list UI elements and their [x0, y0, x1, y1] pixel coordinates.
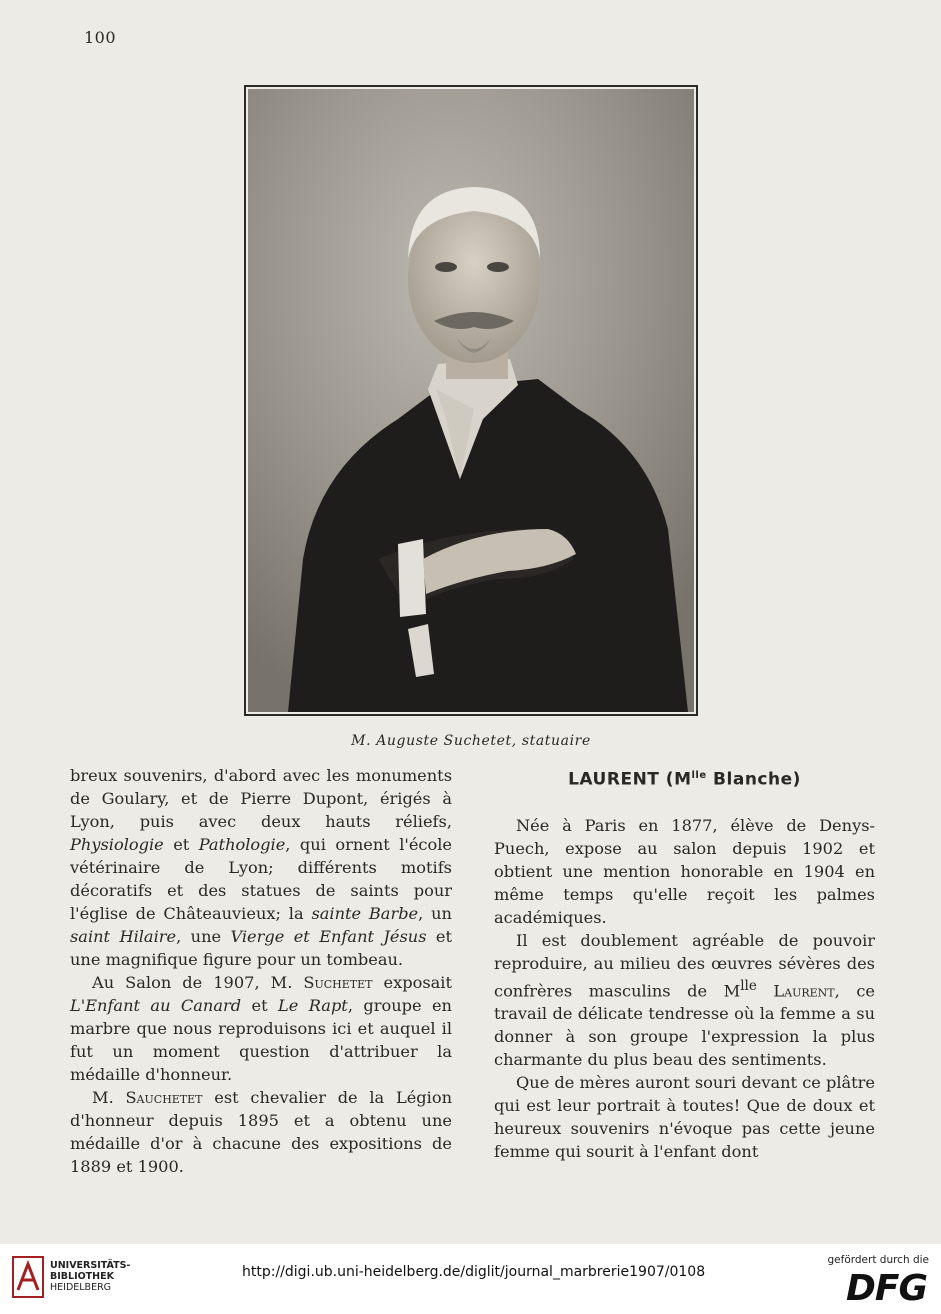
- left-paragraph-3: [70, 1086, 452, 1178]
- heading-superscript: lle: [691, 770, 707, 781]
- italic-title: Vierge et Enfant Jésus: [230, 927, 427, 946]
- text-run: et une magnifique figure pour un tombeau.: [70, 927, 452, 969]
- right-column: [494, 764, 875, 1163]
- uni-line-1: UNIVERSITÄTS-: [50, 1260, 131, 1271]
- superscript: lle: [740, 977, 757, 994]
- uni-line-3: HEIDELBERG: [50, 1282, 112, 1293]
- italic-title: Le Rapt: [278, 996, 348, 1015]
- text-run: breux souvenirs, d'abord avec les monuments de Goulary, et de Pierre Dupont, érigés à Lyon, puis avec deux hauts réliefs,: [70, 766, 452, 831]
- portrait-photo: [244, 85, 698, 716]
- portrait-image: [248, 89, 694, 712]
- university-name: [50, 1260, 130, 1293]
- text-run: et: [163, 835, 199, 854]
- page-number: 100: [84, 28, 117, 47]
- portrait-illustration: [248, 89, 694, 712]
- italic-title: L'Enfant au Canard: [70, 996, 242, 1015]
- text-run: , ce travail de délicate tendresse où la femme a su donner à son groupe l'expression la plus charmante du plus beau des sentiments.: [494, 981, 875, 1070]
- right-paragraph-3: Que de mères auront souri devant ce plâtre qui est leur portrait à toutes! Que de doux et heureux souvenirs n'évoque pas cette jeune femme qui sourit à l'enfant dont: [494, 1073, 876, 1162]
- text-run: et: [241, 996, 278, 1015]
- italic-title: Physiologie: [70, 835, 164, 854]
- text-run: , qui ornent l'école vétérinaire de Lyon; différents motifs décoratifs et des statues de saints pour l'église de Châteauvieux; la: [70, 835, 452, 923]
- italic-title: Pathologie: [198, 835, 286, 854]
- text-run: , un: [418, 904, 452, 923]
- text-run: M.: [92, 1088, 126, 1107]
- italic-title: saint Hilaire: [70, 927, 177, 946]
- photo-caption: M. Auguste Suchetet, statuaire: [351, 733, 591, 749]
- text-run: , une: [176, 927, 231, 946]
- section-heading: [494, 764, 875, 792]
- right-paragraph-1: Née à Paris en 1877, élève de Denys-Puech, expose au salon depuis 1902 et obtient une mention honorable en 1904 en même temps qu'elle reçoit les palmes académiques.: [494, 815, 875, 927]
- dfg-logo[interactable]: DFG: [845, 1268, 927, 1309]
- university-logo-icon[interactable]: [12, 1256, 44, 1302]
- uni-line-2: BIBLIOTHEK: [50, 1271, 114, 1282]
- text-run: est chevalier de la Légion d'honneur depuis 1895 et a obtenu une médaille d'or à chacune des expositions de 1889 et 1900.: [70, 1088, 452, 1176]
- left-column: [70, 764, 452, 1178]
- heading-text: Blanche): [706, 769, 801, 790]
- left-paragraph-1: [70, 764, 452, 971]
- text-run: , groupe en marbre que nous reproduisons ici et auquel il fut un moment question d'attribuer la médaille d'honneur.: [70, 996, 452, 1084]
- right-paragraph-2: [494, 929, 875, 1071]
- smallcaps-name: Sauchetet: [125, 1088, 203, 1107]
- left-paragraph-2: [70, 971, 452, 1086]
- funder-label: gefördert durch die: [827, 1254, 929, 1266]
- permalink-url[interactable]: http://digi.ub.uni-heidelberg.de/diglit/journal_marbrerie1907/0108: [242, 1264, 706, 1280]
- text-run: Il est doublement agréable de pouvoir reproduire, au milieu des œuvres sévères des confrères masculins de M: [494, 930, 875, 1001]
- text-run: exposait: [372, 973, 452, 992]
- footer-bar: [0, 1244, 941, 1314]
- smallcaps-name: Suchetet: [303, 973, 373, 992]
- smallcaps-name: Laurent: [756, 981, 835, 1001]
- italic-title: sainte Barbe: [311, 904, 419, 923]
- text-run: Au Salon de 1907, M.: [92, 973, 304, 992]
- heading-text: LAURENT (M: [568, 769, 692, 790]
